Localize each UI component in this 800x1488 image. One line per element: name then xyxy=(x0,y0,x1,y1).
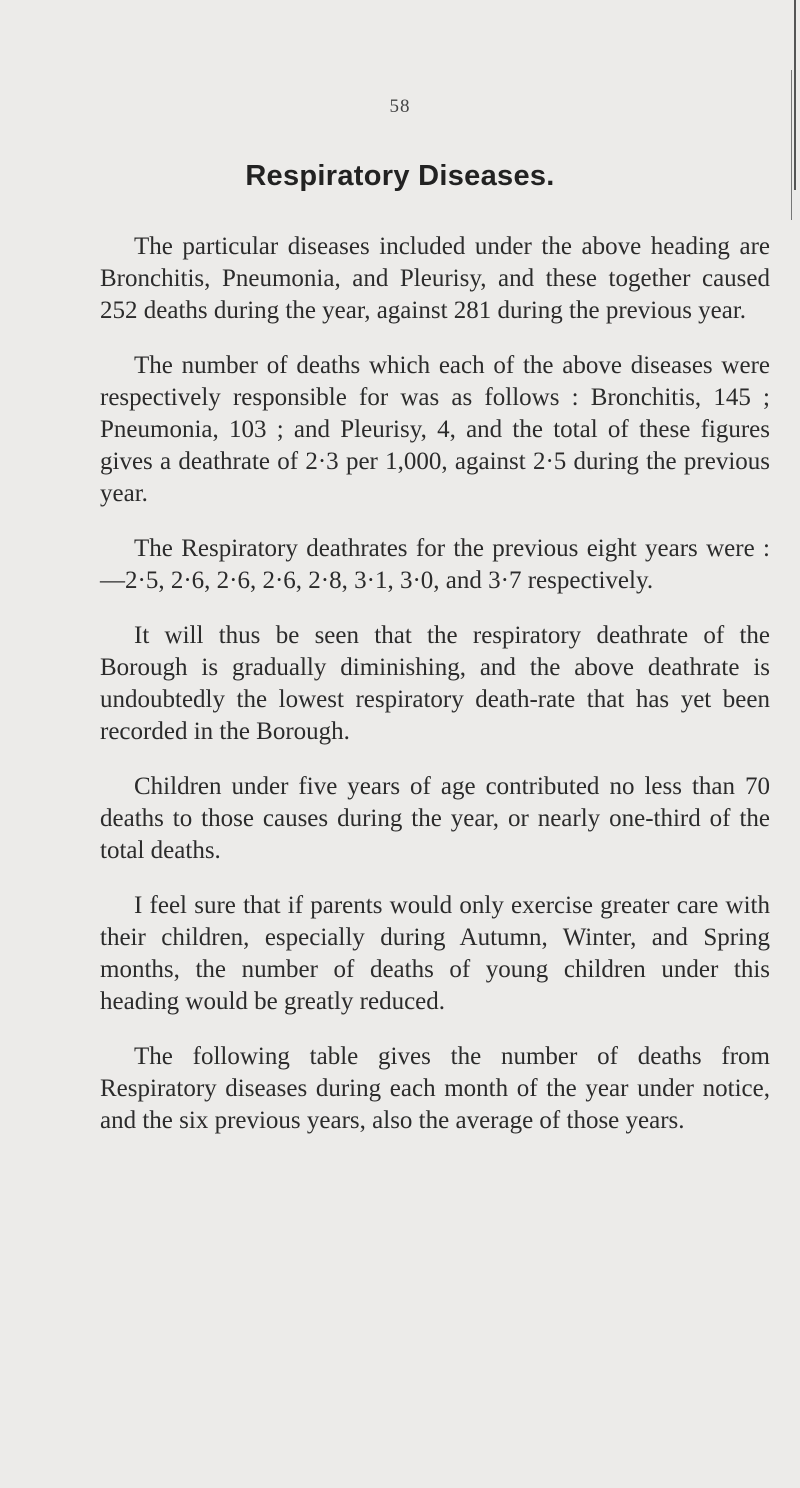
page-number: 58 xyxy=(389,96,411,117)
body-text xyxy=(100,231,770,1160)
paragraph: The Respiratory deathrates for the previous eight years were :—2·5, 2·6, 2·6, 2·6, 2·8, 3·1, 3·0, and 3·7 respectively. xyxy=(100,535,770,594)
paragraph: The particular diseases included under the above heading are Bronchitis, Pneumonia, and Pleurisy, and these together caused 252 deaths during the year, against 281 during the previous year. xyxy=(100,233,770,324)
paragraph: It will thus be seen that the respiratory deathrate of the Borough is gradually diminishing, and the above deathrate is undoubtedly the lowest respiratory death-rate that has yet been recorded in the Borough. xyxy=(100,622,770,745)
paragraph: The following table gives the number of deaths from Respiratory diseases during each month of the year under notice, and the six previous years, also the average of those years. xyxy=(100,1043,770,1134)
paragraph: I feel sure that if parents would only exercise greater care with their children, especially during Autumn, Winter, and Spring months, the number of deaths of young children under this heading would be greatly reduced. xyxy=(100,892,770,1015)
paragraph: The number of deaths which each of the above diseases were respectively responsible for was as follows : Bronchitis, 145 ; Pneumonia, 103 ; and Pleurisy, 4, and the total of these figures gives a deathrate of 2·3 per 1,000, against 2·5 during the previous year. xyxy=(100,352,770,507)
paragraph: Children under five years of age contributed no less than 70 deaths to those causes during the year, or nearly one-third of the total deaths. xyxy=(100,773,770,864)
page-edge-line xyxy=(791,70,792,220)
section-heading: Respiratory Diseases. xyxy=(245,160,555,192)
